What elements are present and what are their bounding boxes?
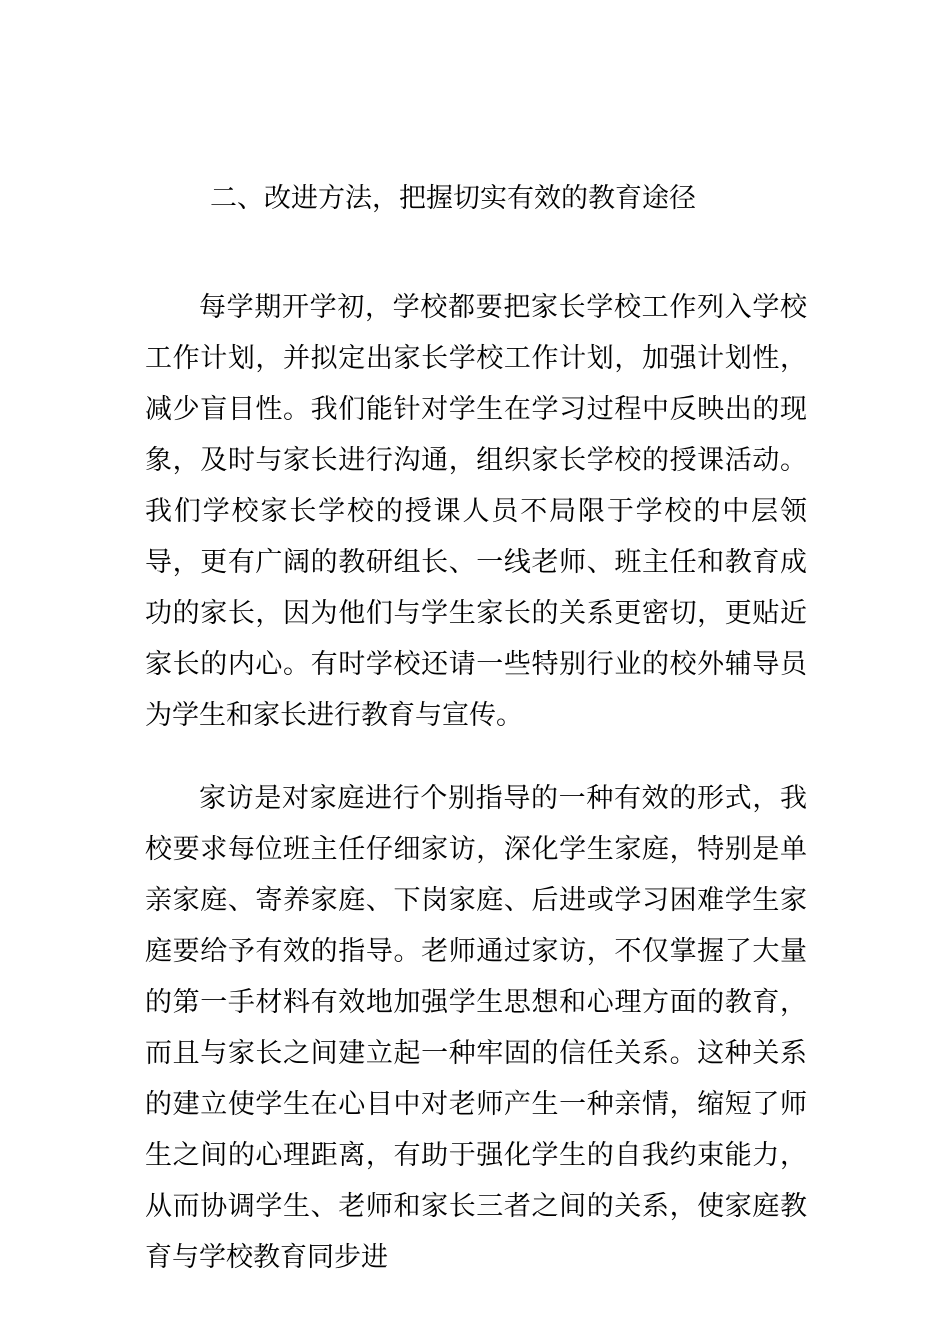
- section-heading: 二、改进方法，把握切实有效的教育途径: [210, 183, 696, 214]
- paragraph-school-plan: 每学期开学初，学校都要把家长学校工作列入学校工作计划，并拟定出家长学校工作计划，加强计划性，减少盲目性。我们能针对学生在学习过程中反映出的现象，及时与家长进行沟通，组织家长学校的授课活动。我们学校家长学校的授课人员不局限于学校的中层领导，更有广阔的教研组长、一线老师、班主任和教育成功的家长，因为他们与学生家长的关系更密切，更贴近家长的内心。有时学校还请一些特别行业的校外辅导员为学生和家长进行教育与宣传。: [145, 292, 807, 731]
- paragraph-home-visit: 家访是对家庭进行个别指导的一种有效的形式，我校要求每位班主任仔细家访，深化学生家庭，特别是单亲家庭、寄养家庭、下岗家庭、后进或学习困难学生家庭要给予有效的指导。老师通过家访，不仅掌握了大量的第一手材料有效地加强学生思想和心理方面的教育，而且与家长之间建立起一种牢固的信任关系。这种关系的建立使学生在心目中对老师产生一种亲情，缩短了师生之间的心理距离，有助于强化学生的自我约束能力，从而协调学生、老师和家长三者之间的关系，使家庭教育与学校教育同步进: [145, 783, 807, 1273]
